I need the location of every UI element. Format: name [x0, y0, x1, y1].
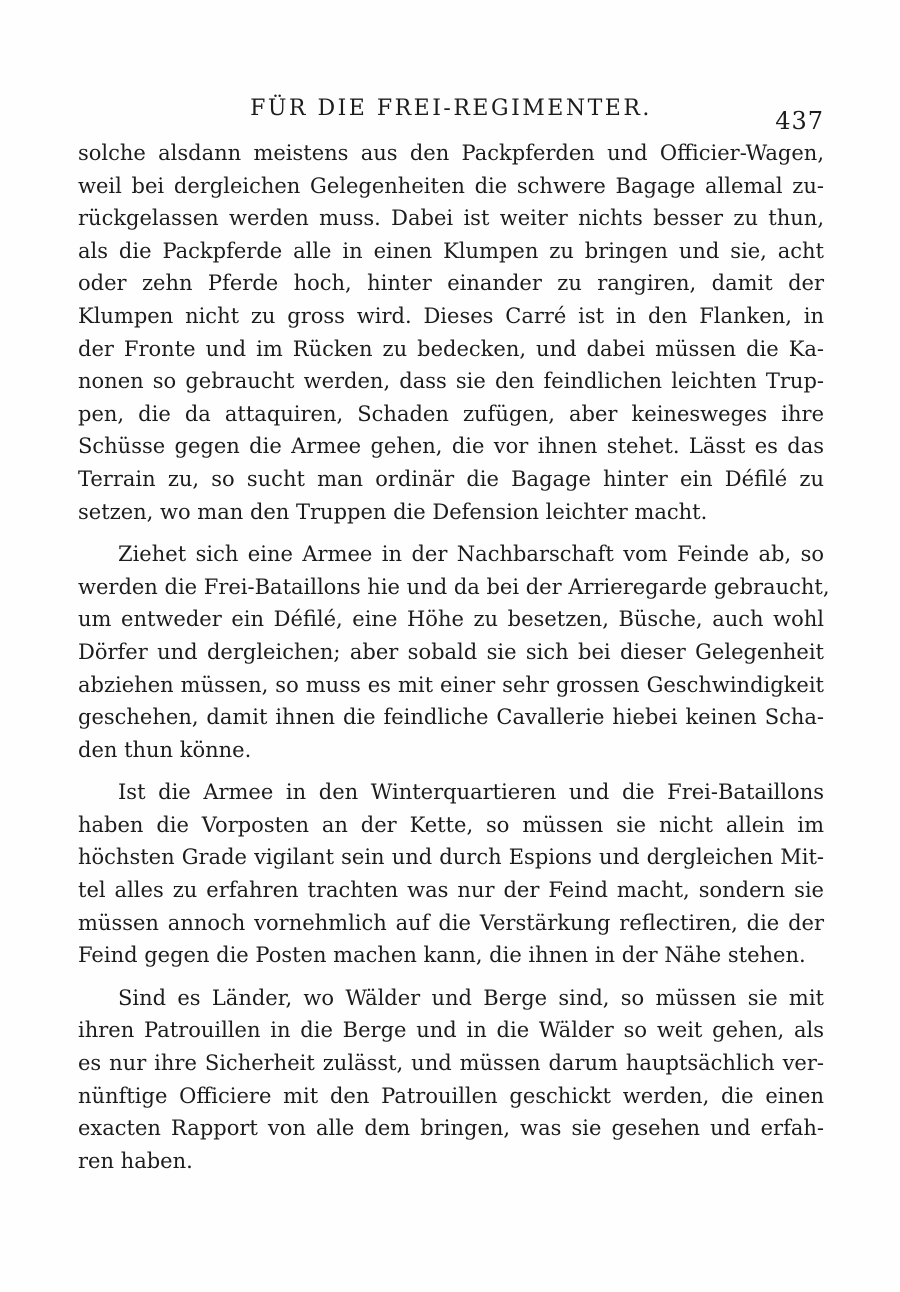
text-line: werden die Frei-Bataillons hie und da bei der Arrieregarde gebraucht,: [78, 574, 830, 599]
text-line: höchsten Grade vigilant sein und durch Espions und dergleichen Mit-: [78, 845, 824, 870]
text-line: nünftige Officiere mit den Patrouillen geschickt werden, die einen: [78, 1083, 824, 1108]
paragraph: [78, 137, 824, 528]
text-line: solche alsdann meistens aus den Packpferden und Officier-Wagen,: [78, 141, 824, 165]
text-line: Feind gegen die Posten machen kann, die ihnen in der Nähe stehen.: [78, 943, 806, 968]
text-line: exacten Rapport von alle dem bringen, was sie gesehen und erfah-: [78, 1116, 824, 1141]
running-title: FÜR DIE FREI-REGIMENTER.: [250, 96, 652, 121]
text-line: der Fronte und im Rücken zu bedecken, und dabei müssen die Ka-: [78, 336, 824, 361]
page-number: 437: [775, 107, 824, 135]
text-line: den thun könne.: [78, 737, 252, 762]
text-line: Ist die Armee in den Winterquartieren und die Frei-Bataillons: [118, 780, 824, 805]
text-line: nonen so gebraucht werden, dass sie den feindlichen leichten Trup-: [78, 369, 824, 394]
text-line: geschehen, damit ihnen die feindliche Cavallerie hiebei keinen Scha-: [78, 705, 824, 730]
text-line: es nur ihre Sicherheit zulässt, und müssen darum hauptsächlich ver-: [78, 1051, 824, 1076]
text-line: setzen, wo man den Truppen die Defension leichter macht.: [78, 499, 708, 524]
text-line: ihren Patrouillen in die Berge und in die Wälder so weit gehen, als: [78, 1018, 824, 1043]
text-line: ren haben.: [78, 1148, 193, 1173]
running-head: [78, 92, 824, 135]
paragraph: [78, 538, 830, 766]
text-line: haben die Vorposten an der Kette, so müssen sie nicht allein im: [78, 812, 824, 837]
text-line: weil bei dergleichen Gelegenheiten die schwere Bagage allemal zu-: [78, 173, 824, 198]
text-line: pen, die da attaquiren, Schaden zufügen, aber keinesweges ihre: [78, 401, 824, 426]
text-line: Ziehet sich eine Armee in der Nachbarschaft vom Feinde ab, so: [118, 542, 824, 567]
text-line: Sind es Länder, wo Wälder und Berge sind, so müssen sie mit: [118, 985, 824, 1010]
text-line: Klumpen nicht zu gross wird. Dieses Carré ist in den Flanken, in: [78, 303, 824, 328]
text-line: Dörfer und dergleichen; aber sobald sie sich bei dieser Gelegenheit: [78, 639, 824, 664]
paragraph: [78, 776, 824, 972]
text-line: Schüsse gegen die Armee gehen, die vor ihnen stehet. Lässt es das: [78, 434, 824, 459]
paragraph: [78, 982, 824, 1178]
text-line: rückgelassen werden muss. Dabei ist weiter nichts besser zu thun,: [78, 206, 824, 231]
text-line: als die Packpferde alle in einen Klumpen zu bringen und sie, acht: [78, 238, 824, 263]
text-line: oder zehn Pferde hoch, hinter einander zu rangiren, damit der: [78, 271, 824, 296]
text-line: Terrain zu, so sucht man ordinär die Bagage hinter ein Défilé zu: [78, 466, 824, 491]
text-line: um entweder ein Défilé, eine Höhe zu besetzen, Büsche, auch wohl: [78, 607, 824, 632]
text-line: abziehen müssen, so muss es mit einer sehr grossen Geschwindigkeit: [78, 672, 824, 697]
text-line: müssen annoch vornehmlich auf die Verstärkung reflectiren, die der: [78, 910, 824, 935]
text-line: tel alles zu erfahren trachten was nur der Feind macht, sondern sie: [78, 878, 824, 903]
body-text: [78, 137, 830, 1177]
